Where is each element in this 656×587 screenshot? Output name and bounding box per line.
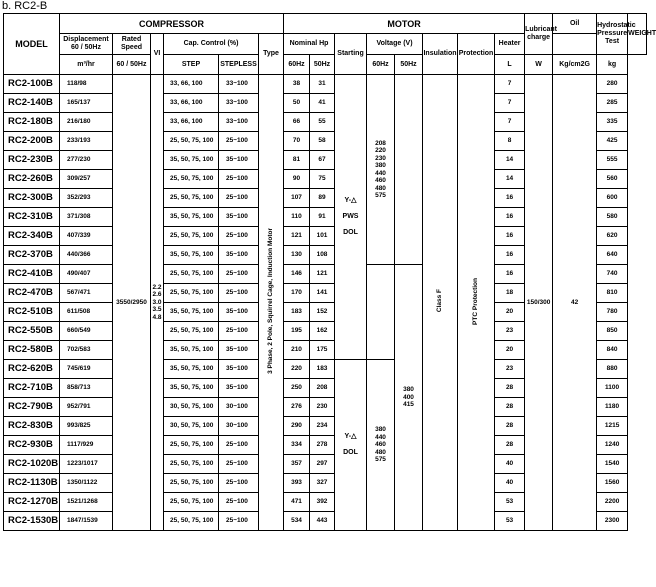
hp-50hz-cell: 41: [310, 94, 335, 113]
model-cell: RC2-310B: [4, 208, 60, 227]
hp-60hz-cell: 107: [284, 189, 310, 208]
model-cell: RC2-200B: [4, 132, 60, 151]
stepless-cell: 25~100: [219, 227, 259, 246]
hp-60hz-cell: 334: [284, 436, 310, 455]
insulation-cell: [423, 75, 458, 531]
step-cell: 25, 50, 75, 100: [164, 265, 219, 284]
model-cell: RC2-340B: [4, 227, 60, 246]
stepless-cell: 35~100: [219, 379, 259, 398]
heater-cell: 150/300: [525, 75, 553, 531]
displacement-cell: 702/583: [60, 341, 113, 360]
header-volt-50hz: 50Hz: [395, 55, 423, 75]
lubricant-cell: 40: [495, 455, 525, 474]
model-cell: RC2-370B: [4, 246, 60, 265]
step-cell: 25, 50, 75, 100: [164, 284, 219, 303]
displacement-cell: 1521/1268: [60, 493, 113, 512]
hp-60hz-cell: 357: [284, 455, 310, 474]
header-insulation: Insulation: [423, 34, 458, 75]
voltage-value: 460: [375, 177, 386, 184]
lubricant-cell: 14: [495, 151, 525, 170]
model-cell: RC2-180B: [4, 113, 60, 132]
hp-60hz-cell: 70: [284, 132, 310, 151]
voltage-50hz-cell-empty: [395, 75, 423, 265]
hp-60hz-cell: 393: [284, 474, 310, 493]
lubricant-cell: 53: [495, 512, 525, 531]
displacement-cell: 216/180: [60, 113, 113, 132]
hp-50hz-cell: 31: [310, 75, 335, 94]
hp-60hz-cell: 170: [284, 284, 310, 303]
displacement-cell: 993/825: [60, 417, 113, 436]
protection-text: PTC Protection: [472, 277, 480, 325]
weight-cell: 880: [597, 360, 628, 379]
lubricant-cell: 28: [495, 417, 525, 436]
displacement-cell: 165/137: [60, 94, 113, 113]
hp-50hz-cell: 121: [310, 265, 335, 284]
model-cell: RC2-230B: [4, 151, 60, 170]
voltage-60hz-values-a: [367, 140, 394, 200]
header-vi: VI: [151, 34, 164, 75]
hp-60hz-cell: 66: [284, 113, 310, 132]
hp-50hz-cell: 101: [310, 227, 335, 246]
weight-cell: 740: [597, 265, 628, 284]
weight-cell: 840: [597, 341, 628, 360]
hp-60hz-cell: 183: [284, 303, 310, 322]
model-cell: RC2-790B: [4, 398, 60, 417]
weight-cell: 280: [597, 75, 628, 94]
stepless-cell: 33~100: [219, 113, 259, 132]
model-cell: RC2-1130B: [4, 474, 60, 493]
step-cell: 35, 50, 75, 100: [164, 341, 219, 360]
lubricant-cell: 23: [495, 360, 525, 379]
lubricant-cell: 20: [495, 303, 525, 322]
header-displacement: Displacement 60 / 50Hz: [60, 34, 113, 55]
displacement-cell: 309/257: [60, 170, 113, 189]
vi-values: [151, 284, 163, 322]
displacement-cell: 1847/1539: [60, 512, 113, 531]
model-cell: RC2-1270B: [4, 493, 60, 512]
voltage-value: 208: [375, 139, 386, 147]
unit-displacement: m³/hr: [60, 55, 113, 75]
displacement-cell: 352/293: [60, 189, 113, 208]
step-cell: 35, 50, 75, 100: [164, 360, 219, 379]
hp-50hz-cell: 230: [310, 398, 335, 417]
voltage-50hz-values: [395, 386, 422, 409]
hp-50hz-cell: 392: [310, 493, 335, 512]
displacement-cell: 1223/1017: [60, 455, 113, 474]
hp-60hz-cell: 130: [284, 246, 310, 265]
voltage-60hz-cell-a: [367, 75, 395, 265]
header-type: Type: [259, 34, 284, 75]
lubricant-cell: 16: [495, 208, 525, 227]
lubricant-cell: 28: [495, 436, 525, 455]
step-cell: 35, 50, 75, 100: [164, 151, 219, 170]
model-cell: RC2-620B: [4, 360, 60, 379]
voltage-value: 440: [375, 169, 386, 177]
model-cell: RC2-1020B: [4, 455, 60, 474]
voltage-value: 575: [375, 456, 386, 464]
stepless-cell: 30~100: [219, 398, 259, 417]
weight-cell: 2200: [597, 493, 628, 512]
hp-50hz-cell: 108: [310, 246, 335, 265]
spec-table: [3, 13, 656, 531]
unit-speed: 60 / 50Hz: [113, 55, 151, 75]
displacement-cell: 277/230: [60, 151, 113, 170]
displacement-cell: 371/308: [60, 208, 113, 227]
voltage-value: 380: [403, 386, 414, 394]
stepless-cell: 25~100: [219, 436, 259, 455]
model-cell: RC2-140B: [4, 94, 60, 113]
stepless-cell: 25~100: [219, 474, 259, 493]
starting-values-b: [335, 429, 366, 461]
displacement-cell: 611/508: [60, 303, 113, 322]
model-cell: RC2-510B: [4, 303, 60, 322]
hp-50hz-cell: 278: [310, 436, 335, 455]
starting-value: DOL: [343, 449, 358, 456]
header-hp-60hz: 60Hz: [284, 55, 310, 75]
caption: b. RC2-B: [2, 0, 48, 12]
step-cell: 35, 50, 75, 100: [164, 379, 219, 398]
lubricant-cell: 16: [495, 246, 525, 265]
lubricant-cell: 28: [495, 398, 525, 417]
weight-cell: 1560: [597, 474, 628, 493]
hp-50hz-cell: 141: [310, 284, 335, 303]
hp-50hz-cell: 175: [310, 341, 335, 360]
step-cell: 25, 50, 75, 100: [164, 436, 219, 455]
voltage-value: 480: [375, 184, 386, 192]
displacement-cell: 440/366: [60, 246, 113, 265]
step-cell: 25, 50, 75, 100: [164, 227, 219, 246]
model-cell: RC2-470B: [4, 284, 60, 303]
displacement-cell: 952/791: [60, 398, 113, 417]
step-cell: 25, 50, 75, 100: [164, 512, 219, 531]
header-model: MODEL: [4, 14, 60, 75]
table-body: [4, 75, 647, 531]
step-cell: 35, 50, 75, 100: [164, 303, 219, 322]
weight-cell: 640: [597, 246, 628, 265]
lubricant-cell: 14: [495, 170, 525, 189]
weight-cell: 810: [597, 284, 628, 303]
step-cell: 30, 50, 75, 100: [164, 417, 219, 436]
header-row-groups: [4, 14, 647, 34]
model-cell: RC2-100B: [4, 75, 60, 94]
header-motor: MOTOR: [284, 14, 525, 34]
voltage-value: 440: [375, 433, 386, 441]
stepless-cell: 35~100: [219, 341, 259, 360]
header-weight: WEIGHT: [628, 14, 647, 55]
step-cell: 33, 66, 100: [164, 113, 219, 132]
model-cell: RC2-710B: [4, 379, 60, 398]
voltage-50hz-cell: [395, 265, 423, 531]
unit-pressure: Kg/cm2G: [553, 55, 597, 75]
displacement-cell: 1350/1122: [60, 474, 113, 493]
hp-60hz-cell: 250: [284, 379, 310, 398]
voltage-value: 380: [375, 426, 386, 434]
hp-60hz-cell: 38: [284, 75, 310, 94]
model-cell: RC2-300B: [4, 189, 60, 208]
stepless-cell: 25~100: [219, 512, 259, 531]
header-starting: Starting: [335, 34, 367, 75]
hp-50hz-cell: 297: [310, 455, 335, 474]
lubricant-cell: 8: [495, 132, 525, 151]
hp-50hz-cell: 75: [310, 170, 335, 189]
header-compressor: COMPRESSOR: [60, 14, 284, 34]
header-lubricant: Lubricant charge: [525, 14, 553, 55]
header-protection: Protection: [458, 34, 495, 75]
weight-cell: 1180: [597, 398, 628, 417]
hp-60hz-cell: 90: [284, 170, 310, 189]
displacement-cell: 745/619: [60, 360, 113, 379]
lubricant-cell: 28: [495, 379, 525, 398]
weight-cell: 560: [597, 170, 628, 189]
motor-type-text: 3 Phase, 2 Pole, Squirrel Cage, Induction Motor: [267, 228, 274, 374]
displacement-cell: 233/193: [60, 132, 113, 151]
step-cell: 25, 50, 75, 100: [164, 189, 219, 208]
step-cell: 33, 66, 100: [164, 94, 219, 113]
protection-cell: [458, 75, 495, 531]
hp-50hz-cell: 91: [310, 208, 335, 227]
lubricant-cell: 40: [495, 474, 525, 493]
weight-cell: 2300: [597, 512, 628, 531]
starting-value: Y-△: [344, 197, 357, 204]
stepless-cell: 35~100: [219, 246, 259, 265]
hp-50hz-cell: 443: [310, 512, 335, 531]
voltage-60hz-cell-empty: [367, 265, 395, 360]
voltage-60hz-cell-b: [367, 360, 395, 531]
hp-50hz-cell: 152: [310, 303, 335, 322]
hp-60hz-cell: 471: [284, 493, 310, 512]
voltage-value: 230: [375, 154, 386, 162]
step-cell: 25, 50, 75, 100: [164, 322, 219, 341]
header-voltage: Voltage (V): [367, 34, 423, 55]
header-volt-60hz: 60Hz: [367, 55, 395, 75]
displacement-cell: 858/713: [60, 379, 113, 398]
hp-60hz-cell: 121: [284, 227, 310, 246]
stepless-cell: 35~100: [219, 208, 259, 227]
stepless-cell: 35~100: [219, 303, 259, 322]
step-cell: 33, 66, 100: [164, 75, 219, 94]
hp-50hz-cell: 58: [310, 132, 335, 151]
model-cell: RC2-260B: [4, 170, 60, 189]
stepless-cell: 33~100: [219, 94, 259, 113]
header-row-units: [4, 55, 647, 75]
unit-lubricant: L: [495, 55, 525, 75]
step-cell: 25, 50, 75, 100: [164, 170, 219, 189]
displacement-cell: 660/549: [60, 322, 113, 341]
lubricant-cell: 16: [495, 189, 525, 208]
hp-60hz-cell: 210: [284, 341, 310, 360]
stepless-cell: 25~100: [219, 322, 259, 341]
hp-50hz-cell: 234: [310, 417, 335, 436]
weight-cell: 1215: [597, 417, 628, 436]
step-cell: 25, 50, 75, 100: [164, 132, 219, 151]
voltage-value: 220: [375, 147, 386, 154]
model-cell: RC2-830B: [4, 417, 60, 436]
starting-value: PWS: [342, 213, 359, 220]
displacement-cell: 1117/929: [60, 436, 113, 455]
stepless-cell: 25~100: [219, 170, 259, 189]
weight-cell: 555: [597, 151, 628, 170]
displacement-cell: 407/339: [60, 227, 113, 246]
model-cell: RC2-1530B: [4, 512, 60, 531]
header-hydrostatic: Hydrostatic Pressure Test: [597, 14, 628, 55]
starting-cell-b: [335, 360, 367, 531]
header-nominal-hp: Nominal Hp: [284, 34, 335, 55]
stepless-cell: 33~100: [219, 75, 259, 94]
unit-heater: W: [525, 55, 553, 75]
step-cell: 25, 50, 75, 100: [164, 474, 219, 493]
lubricant-cell: 53: [495, 493, 525, 512]
hp-50hz-cell: 89: [310, 189, 335, 208]
step-cell: 35, 50, 75, 100: [164, 208, 219, 227]
step-cell: 25, 50, 75, 100: [164, 455, 219, 474]
voltage-value: 380: [375, 162, 386, 169]
step-cell: 30, 50, 75, 100: [164, 398, 219, 417]
header-stepless: STEPLESS: [219, 55, 259, 75]
stepless-cell: 30~100: [219, 417, 259, 436]
weight-cell: 425: [597, 132, 628, 151]
table-row: [4, 75, 647, 94]
weight-cell: 285: [597, 94, 628, 113]
vi-value: 2.6: [152, 291, 162, 299]
lubricant-cell: 23: [495, 322, 525, 341]
stepless-cell: 35~100: [219, 151, 259, 170]
hp-60hz-cell: 50: [284, 94, 310, 113]
pressure-cell: 42: [553, 75, 597, 531]
stepless-cell: 25~100: [219, 265, 259, 284]
header-hp-50hz: 50Hz: [310, 55, 335, 75]
stepless-cell: 25~100: [219, 189, 259, 208]
hp-60hz-cell: 534: [284, 512, 310, 531]
vi-value: 3.0: [152, 298, 162, 306]
vi-value: 4.8: [152, 313, 162, 321]
rated-speed-cell: 3550/2950: [113, 75, 151, 531]
header-cap-control: Cap. Control (%): [164, 34, 259, 55]
weight-cell: 1100: [597, 379, 628, 398]
starting-value: DOL: [343, 229, 358, 236]
vi-value: 3.5: [152, 306, 162, 314]
displacement-cell: 118/98: [60, 75, 113, 94]
header-step: STEP: [164, 55, 219, 75]
hp-50hz-cell: 327: [310, 474, 335, 493]
weight-cell: 600: [597, 189, 628, 208]
model-cell: RC2-930B: [4, 436, 60, 455]
hp-50hz-cell: 55: [310, 113, 335, 132]
lubricant-cell: 7: [495, 113, 525, 132]
hp-50hz-cell: 67: [310, 151, 335, 170]
hp-60hz-cell: 110: [284, 208, 310, 227]
motor-type-cell: [259, 75, 284, 531]
header-heater: Heater: [495, 34, 525, 55]
stepless-cell: 25~100: [219, 493, 259, 512]
voltage-60hz-values-b: [367, 426, 394, 464]
header-oil: Oil: [553, 14, 597, 34]
weight-cell: 1540: [597, 455, 628, 474]
header-rated-speed: Rated Speed: [113, 34, 151, 55]
vi-cell: [151, 75, 164, 531]
model-cell: RC2-410B: [4, 265, 60, 284]
hp-50hz-cell: 162: [310, 322, 335, 341]
hp-60hz-cell: 195: [284, 322, 310, 341]
hp-60hz-cell: 276: [284, 398, 310, 417]
voltage-value: 575: [375, 192, 386, 199]
hp-50hz-cell: 208: [310, 379, 335, 398]
displacement-cell: 567/471: [60, 284, 113, 303]
displacement-cell: 490/407: [60, 265, 113, 284]
voltage-value: 415: [403, 401, 414, 409]
stepless-cell: 25~100: [219, 132, 259, 151]
lubricant-cell: 20: [495, 341, 525, 360]
hp-60hz-cell: 290: [284, 417, 310, 436]
weight-cell: 1240: [597, 436, 628, 455]
unit-weight: kg: [597, 55, 628, 75]
lubricant-cell: 16: [495, 227, 525, 246]
stepless-cell: 25~100: [219, 455, 259, 474]
step-cell: 25, 50, 75, 100: [164, 493, 219, 512]
hp-60hz-cell: 220: [284, 360, 310, 379]
step-cell: 35, 50, 75, 100: [164, 246, 219, 265]
insulation-text: Class F: [436, 289, 444, 313]
weight-cell: 335: [597, 113, 628, 132]
vi-value: 2.2: [152, 283, 162, 291]
stepless-cell: 35~100: [219, 360, 259, 379]
lubricant-cell: 18: [495, 284, 525, 303]
lubricant-cell: 16: [495, 265, 525, 284]
stepless-cell: 25~100: [219, 284, 259, 303]
weight-cell: 780: [597, 303, 628, 322]
hp-60hz-cell: 81: [284, 151, 310, 170]
weight-cell: 620: [597, 227, 628, 246]
starting-cell-a: [335, 75, 367, 360]
hp-60hz-cell: 146: [284, 265, 310, 284]
weight-cell: 580: [597, 208, 628, 227]
weight-cell: 850: [597, 322, 628, 341]
voltage-value: 400: [403, 393, 414, 401]
lubricant-cell: 7: [495, 75, 525, 94]
voltage-value: 480: [375, 448, 386, 456]
model-cell: RC2-550B: [4, 322, 60, 341]
hp-50hz-cell: 183: [310, 360, 335, 379]
model-cell: RC2-580B: [4, 341, 60, 360]
lubricant-cell: 7: [495, 94, 525, 113]
voltage-value: 460: [375, 441, 386, 449]
starting-values-a: [335, 193, 366, 241]
starting-value: Y-△: [344, 433, 357, 440]
